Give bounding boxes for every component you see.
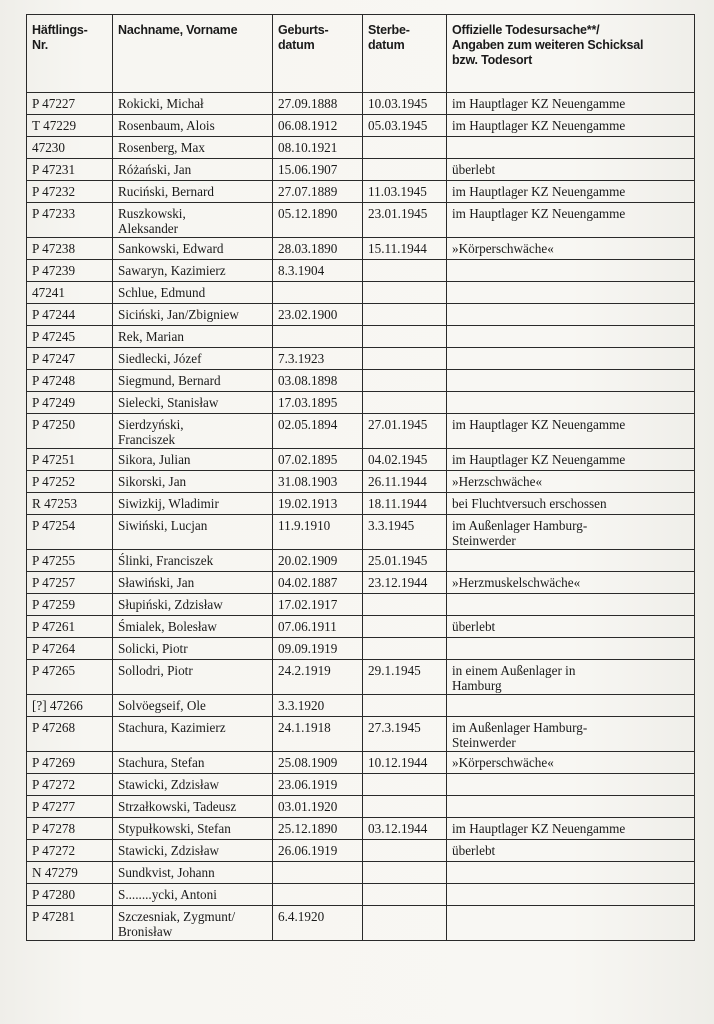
cause-cell — [447, 796, 695, 818]
cause-cell: im Außenlager Hamburg- Steinwerder — [447, 717, 695, 752]
birth-date-cell: 26.06.1919 — [273, 840, 363, 862]
name-cell: Rek, Marian — [113, 326, 273, 348]
prisoner-number-cell: P 47281 — [27, 906, 113, 941]
prisoner-number-cell: P 47272 — [27, 840, 113, 862]
death-date-cell: 23.12.1944 — [363, 572, 447, 594]
table-row — [27, 660, 695, 695]
cause-cell: bei Fluchtversuch erschossen — [447, 493, 695, 515]
prisoner-number-cell: P 47244 — [27, 304, 113, 326]
table-row — [27, 616, 695, 638]
death-date-cell — [363, 326, 447, 348]
birth-date-cell: 20.02.1909 — [273, 550, 363, 572]
name-cell: Siciński, Jan/Zbigniew — [113, 304, 273, 326]
cause-cell — [447, 862, 695, 884]
prisoner-number-cell: P 47239 — [27, 260, 113, 282]
cause-cell — [447, 594, 695, 616]
prisoner-number-cell: 47241 — [27, 282, 113, 304]
birth-date-cell: 25.08.1909 — [273, 752, 363, 774]
table-row — [27, 594, 695, 616]
birth-date-cell: 24.1.1918 — [273, 717, 363, 752]
table-row — [27, 93, 695, 115]
prisoner-number-cell: P 47268 — [27, 717, 113, 752]
birth-date-cell: 05.12.1890 — [273, 203, 363, 238]
prisoner-number-cell: P 47247 — [27, 348, 113, 370]
name-cell: Solvöegseif, Ole — [113, 695, 273, 717]
prisoner-number-cell: P 47272 — [27, 774, 113, 796]
cause-cell — [447, 774, 695, 796]
table-row — [27, 717, 695, 752]
cause-cell — [447, 884, 695, 906]
cause-cell: im Hauptlager KZ Neuengamme — [447, 414, 695, 449]
death-date-cell: 26.11.1944 — [363, 471, 447, 493]
death-date-cell: 25.01.1945 — [363, 550, 447, 572]
birth-date-cell: 31.08.1903 — [273, 471, 363, 493]
prisoner-number-cell: P 47255 — [27, 550, 113, 572]
prisoner-register-table — [26, 14, 695, 941]
birth-date-cell: 04.02.1887 — [273, 572, 363, 594]
death-date-cell: 15.11.1944 — [363, 238, 447, 260]
birth-date-cell: 27.09.1888 — [273, 93, 363, 115]
cause-cell — [447, 638, 695, 660]
table-row — [27, 884, 695, 906]
prisoner-number-cell: P 47277 — [27, 796, 113, 818]
table-row — [27, 115, 695, 137]
table-row — [27, 137, 695, 159]
prisoner-number-cell: P 47259 — [27, 594, 113, 616]
table-row — [27, 203, 695, 238]
birth-date-cell: 28.03.1890 — [273, 238, 363, 260]
birth-date-cell: 17.03.1895 — [273, 392, 363, 414]
death-date-cell: 18.11.1944 — [363, 493, 447, 515]
birth-date-cell: 6.4.1920 — [273, 906, 363, 941]
prisoner-number-cell: P 47261 — [27, 616, 113, 638]
death-date-cell: 11.03.1945 — [363, 181, 447, 203]
birth-date-cell: 24.2.1919 — [273, 660, 363, 695]
name-cell: Sikorski, Jan — [113, 471, 273, 493]
prisoner-number-cell: N 47279 — [27, 862, 113, 884]
birth-date-cell: 11.9.1910 — [273, 515, 363, 550]
cause-cell: »Herzmuskelschwäche« — [447, 572, 695, 594]
birth-date-cell: 02.05.1894 — [273, 414, 363, 449]
death-date-cell: 10.12.1944 — [363, 752, 447, 774]
name-cell: Rokicki, Michał — [113, 93, 273, 115]
name-cell: Słupiński, Zdzisław — [113, 594, 273, 616]
name-cell: Schlue, Edmund — [113, 282, 273, 304]
name-cell: Sollodri, Piotr — [113, 660, 273, 695]
table-row — [27, 840, 695, 862]
death-date-cell: 03.12.1944 — [363, 818, 447, 840]
cause-cell: im Außenlager Hamburg- Steinwerder — [447, 515, 695, 550]
table-row — [27, 238, 695, 260]
prisoner-number-cell: P 47232 — [27, 181, 113, 203]
death-date-cell — [363, 260, 447, 282]
table-row — [27, 796, 695, 818]
death-date-cell — [363, 862, 447, 884]
death-date-cell — [363, 638, 447, 660]
name-cell: Stachura, Stefan — [113, 752, 273, 774]
name-cell: Sundkvist, Johann — [113, 862, 273, 884]
name-cell: Ślinki, Franciszek — [113, 550, 273, 572]
name-cell: Śmialek, Bolesław — [113, 616, 273, 638]
birth-date-cell — [273, 884, 363, 906]
prisoner-number-cell: P 47254 — [27, 515, 113, 550]
name-cell: S........ycki, Antoni — [113, 884, 273, 906]
table-row — [27, 493, 695, 515]
prisoner-number-cell: 47230 — [27, 137, 113, 159]
cause-cell — [447, 260, 695, 282]
header-death-date: Sterbe- datum — [363, 15, 447, 93]
death-date-cell: 04.02.1945 — [363, 449, 447, 471]
prisoner-number-cell: P 47269 — [27, 752, 113, 774]
death-date-cell — [363, 137, 447, 159]
table-row — [27, 449, 695, 471]
name-cell: Rosenberg, Max — [113, 137, 273, 159]
header-name: Nachname, Vorname — [113, 15, 273, 93]
cause-cell: im Hauptlager KZ Neuengamme — [447, 203, 695, 238]
birth-date-cell: 8.3.1904 — [273, 260, 363, 282]
table-row — [27, 818, 695, 840]
table-row — [27, 572, 695, 594]
name-cell: Sikora, Julian — [113, 449, 273, 471]
cause-cell: »Körperschwäche« — [447, 238, 695, 260]
prisoner-number-cell: P 47249 — [27, 392, 113, 414]
cause-cell — [447, 326, 695, 348]
death-date-cell: 23.01.1945 — [363, 203, 447, 238]
death-date-cell — [363, 159, 447, 181]
cause-cell — [447, 695, 695, 717]
name-cell: Stypułkowski, Stefan — [113, 818, 273, 840]
prisoner-number-cell: P 47248 — [27, 370, 113, 392]
death-date-cell: 05.03.1945 — [363, 115, 447, 137]
table-row — [27, 906, 695, 941]
cause-cell — [447, 282, 695, 304]
prisoner-number-cell: P 47252 — [27, 471, 113, 493]
table-row — [27, 326, 695, 348]
death-date-cell — [363, 282, 447, 304]
prisoner-number-cell: R 47253 — [27, 493, 113, 515]
death-date-cell — [363, 840, 447, 862]
register-body — [27, 93, 695, 941]
death-date-cell — [363, 594, 447, 616]
death-date-cell — [363, 695, 447, 717]
prisoner-number-cell: P 47250 — [27, 414, 113, 449]
table-row — [27, 159, 695, 181]
prisoner-number-cell: P 47238 — [27, 238, 113, 260]
birth-date-cell — [273, 326, 363, 348]
table-row — [27, 348, 695, 370]
table-row — [27, 260, 695, 282]
birth-date-cell: 06.08.1912 — [273, 115, 363, 137]
name-cell: Szczesniak, Zygmunt/ Bronisław — [113, 906, 273, 941]
cause-cell — [447, 370, 695, 392]
cause-cell — [447, 392, 695, 414]
death-date-cell — [363, 884, 447, 906]
name-cell: Sawaryn, Kazimierz — [113, 260, 273, 282]
table-row — [27, 695, 695, 717]
prisoner-number-cell: P 47278 — [27, 818, 113, 840]
death-date-cell — [363, 392, 447, 414]
death-date-cell — [363, 796, 447, 818]
birth-date-cell: 07.02.1895 — [273, 449, 363, 471]
header-cause-of-death: Offizielle Todesursache**/ Angaben zum weiteren Schicksal bzw. Todesort — [447, 15, 695, 93]
birth-date-cell: 19.02.1913 — [273, 493, 363, 515]
cause-cell: überlebt — [447, 159, 695, 181]
prisoner-number-cell: P 47257 — [27, 572, 113, 594]
cause-cell — [447, 906, 695, 941]
cause-cell: überlebt — [447, 616, 695, 638]
table-row — [27, 862, 695, 884]
birth-date-cell: 09.09.1919 — [273, 638, 363, 660]
table-row — [27, 181, 695, 203]
birth-date-cell: 03.01.1920 — [273, 796, 363, 818]
name-cell: Sankowski, Edward — [113, 238, 273, 260]
birth-date-cell: 17.02.1917 — [273, 594, 363, 616]
table-row — [27, 471, 695, 493]
name-cell: Sierdzyński, Franciszek — [113, 414, 273, 449]
name-cell: Rosenbaum, Alois — [113, 115, 273, 137]
cause-cell — [447, 304, 695, 326]
name-cell: Strzałkowski, Tadeusz — [113, 796, 273, 818]
prisoner-number-cell: P 47264 — [27, 638, 113, 660]
prisoner-number-cell: P 47280 — [27, 884, 113, 906]
cause-cell — [447, 550, 695, 572]
prisoner-number-cell: P 47231 — [27, 159, 113, 181]
table-row — [27, 752, 695, 774]
birth-date-cell — [273, 862, 363, 884]
birth-date-cell: 08.10.1921 — [273, 137, 363, 159]
birth-date-cell: 03.08.1898 — [273, 370, 363, 392]
prisoner-number-cell: [?] 47266 — [27, 695, 113, 717]
cause-cell: in einem Außenlager in Hamburg — [447, 660, 695, 695]
prisoner-number-cell: P 47251 — [27, 449, 113, 471]
cause-cell: im Hauptlager KZ Neuengamme — [447, 93, 695, 115]
table-row — [27, 515, 695, 550]
prisoner-number-cell: P 47265 — [27, 660, 113, 695]
cause-cell: überlebt — [447, 840, 695, 862]
cause-cell: »Körperschwäche« — [447, 752, 695, 774]
name-cell: Siwizkij, Wladimir — [113, 493, 273, 515]
name-cell: Siegmund, Bernard — [113, 370, 273, 392]
prisoner-number-cell: P 47233 — [27, 203, 113, 238]
name-cell: Sielecki, Stanisław — [113, 392, 273, 414]
header-row — [27, 15, 695, 93]
name-cell: Siedlecki, Józef — [113, 348, 273, 370]
prisoner-number-cell: P 47245 — [27, 326, 113, 348]
table-row — [27, 282, 695, 304]
cause-cell: im Hauptlager KZ Neuengamme — [447, 115, 695, 137]
birth-date-cell: 07.06.1911 — [273, 616, 363, 638]
name-cell: Stawicki, Zdzisław — [113, 774, 273, 796]
table-row — [27, 392, 695, 414]
name-cell: Ruszkowski, Aleksander — [113, 203, 273, 238]
death-date-cell: 27.3.1945 — [363, 717, 447, 752]
table-row — [27, 414, 695, 449]
name-cell: Stawicki, Zdzisław — [113, 840, 273, 862]
name-cell: Stachura, Kazimierz — [113, 717, 273, 752]
prisoner-number-cell: P 47227 — [27, 93, 113, 115]
birth-date-cell — [273, 282, 363, 304]
cause-cell: im Hauptlager KZ Neuengamme — [447, 818, 695, 840]
birth-date-cell: 15.06.1907 — [273, 159, 363, 181]
birth-date-cell: 23.06.1919 — [273, 774, 363, 796]
death-date-cell — [363, 348, 447, 370]
cause-cell: im Hauptlager KZ Neuengamme — [447, 449, 695, 471]
name-cell: Różański, Jan — [113, 159, 273, 181]
death-date-cell — [363, 616, 447, 638]
death-date-cell — [363, 304, 447, 326]
name-cell: Sławiński, Jan — [113, 572, 273, 594]
table-row — [27, 304, 695, 326]
death-date-cell: 29.1.1945 — [363, 660, 447, 695]
cause-cell — [447, 348, 695, 370]
name-cell: Ruciński, Bernard — [113, 181, 273, 203]
cause-cell — [447, 137, 695, 159]
header-prisoner-number: Häftlings- Nr. — [27, 15, 113, 93]
table-row — [27, 370, 695, 392]
death-date-cell: 3.3.1945 — [363, 515, 447, 550]
birth-date-cell: 23.02.1900 — [273, 304, 363, 326]
table-row — [27, 550, 695, 572]
birth-date-cell: 25.12.1890 — [273, 818, 363, 840]
birth-date-cell: 7.3.1923 — [273, 348, 363, 370]
name-cell: Solicki, Piotr — [113, 638, 273, 660]
table-row — [27, 638, 695, 660]
prisoner-number-cell: T 47229 — [27, 115, 113, 137]
death-date-cell: 27.01.1945 — [363, 414, 447, 449]
table-row — [27, 774, 695, 796]
name-cell: Siwiński, Lucjan — [113, 515, 273, 550]
death-date-cell — [363, 906, 447, 941]
death-date-cell — [363, 370, 447, 392]
death-date-cell — [363, 774, 447, 796]
death-date-cell: 10.03.1945 — [363, 93, 447, 115]
birth-date-cell: 3.3.1920 — [273, 695, 363, 717]
cause-cell: »Herzschwäche« — [447, 471, 695, 493]
birth-date-cell: 27.07.1889 — [273, 181, 363, 203]
header-birth-date: Geburts- datum — [273, 15, 363, 93]
cause-cell: im Hauptlager KZ Neuengamme — [447, 181, 695, 203]
